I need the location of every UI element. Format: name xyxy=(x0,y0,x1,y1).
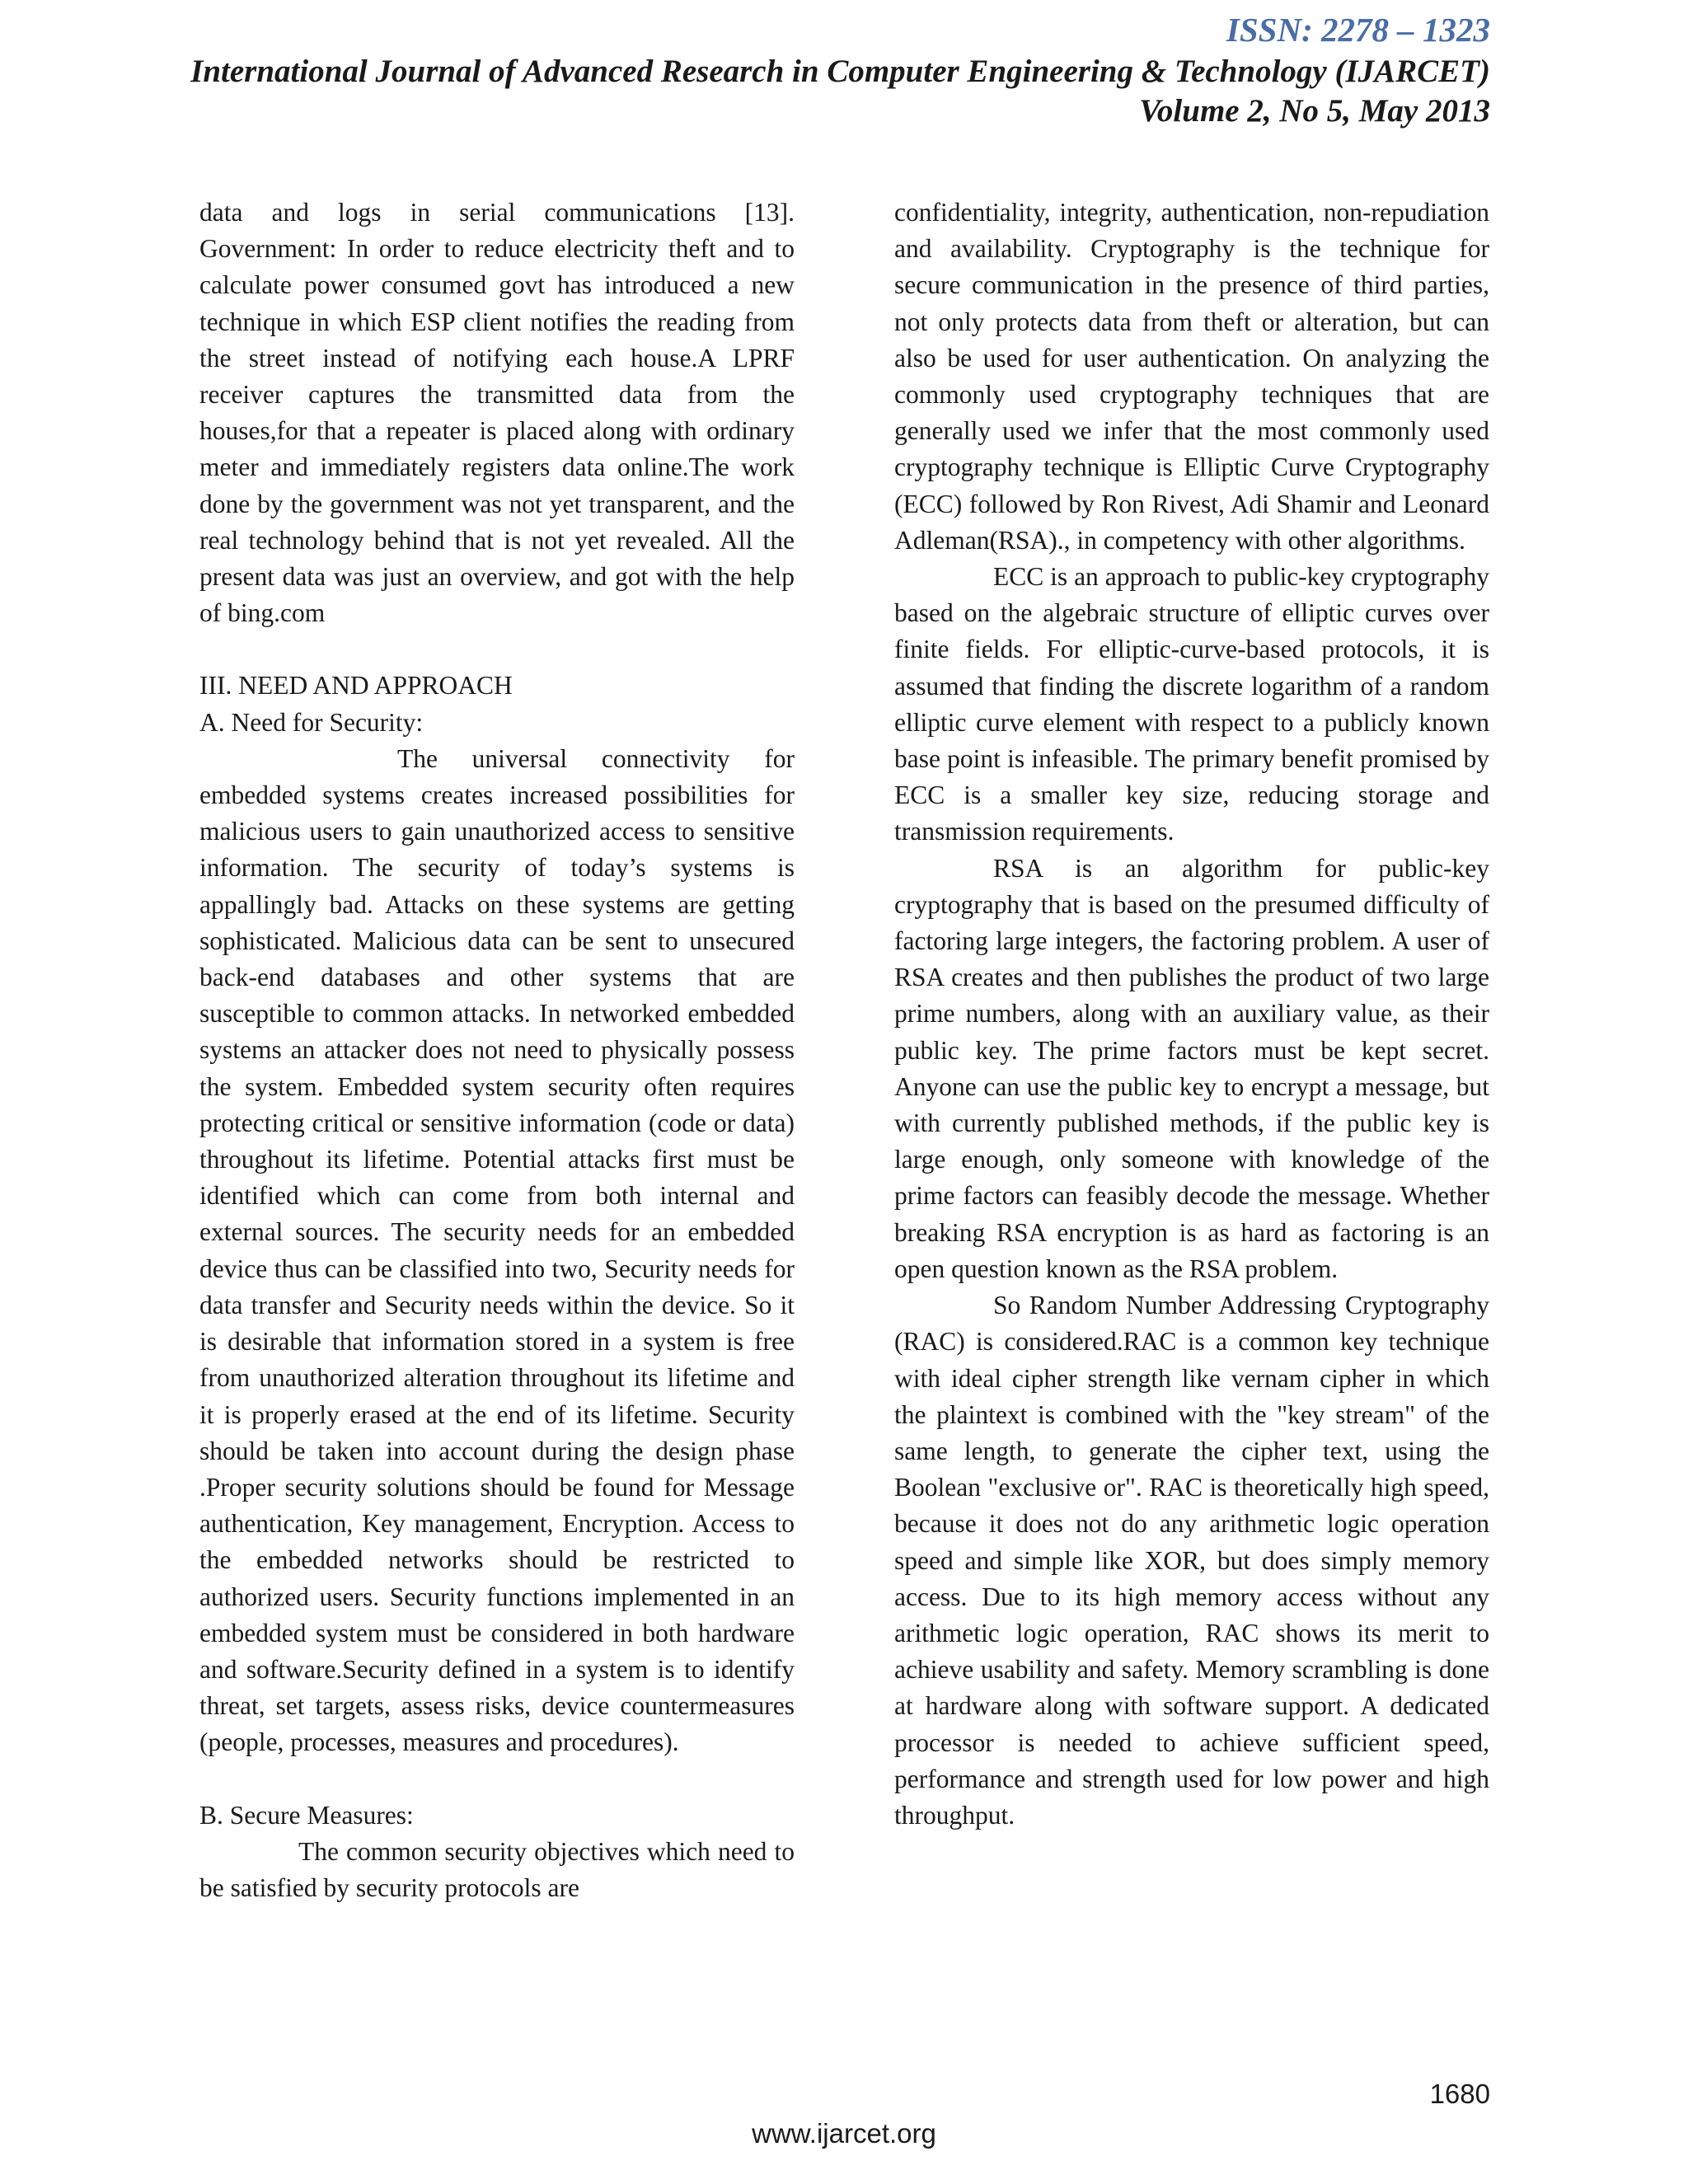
volume-info: Volume 2, No 5, May 2013 xyxy=(1139,93,1490,129)
right-paragraph-rac: So Random Number Addressing Cryptography (RAC) is considered.RAC is a common key technique with ideal cipher strength like vernam cipher in which the plaintext is combined with the "key stream" of the same length, to generate the cipher text, using the Boolean "exclusive or". RAC is theoretically high speed, because it does not do any arithmetic logic operation speed and simple like XOR, but does simply memory access. Due to its high memory access without any arithmetic logic operation, RAC shows its merit to achieve usability and safety. Memory scrambling is done at hardware along with software support. A dedicated processor is needed to achieve sufficient speed, performance and strength used for low power and high throughput. xyxy=(894,1291,1489,1830)
left-column xyxy=(199,194,795,1906)
footer-url[interactable]: www.ijarcet.org xyxy=(752,2118,936,2149)
right-paragraph-rsa: RSA is an algorithm for public-key cryptography that is based on the presumed difficulty of factoring large integers, the factoring problem. A user of RSA creates and then publishes the product of two large prime numbers, along with an auxiliary value, as their public key. The prime factors must be kept secret. Anyone can use the public key to encrypt a message, but with currently published methods, if the public key is large enough, only someone with knowledge of the prime factors can feasibly decode the message. Whether breaking RSA encryption is as hard as factoring is an open question known as the RSA problem. xyxy=(894,853,1489,1283)
left-paragraph-3: The common security objectives which need to be satisfied by security protocols are xyxy=(199,1836,795,1902)
spacer xyxy=(199,631,795,668)
subsection-a-heading: A. Need for Security: xyxy=(199,707,424,737)
page-number: 1680 xyxy=(1429,2079,1490,2109)
issn-header: ISSN: 2278 – 1323 xyxy=(1226,11,1490,49)
spacer xyxy=(199,1761,795,1797)
right-column xyxy=(894,194,1489,1834)
section-heading: III. NEED AND APPROACH xyxy=(199,671,513,701)
left-paragraph-2: The universal connectivity for embedded systems creates increased possibilities for malicious users to gain unauthorized access to sensitive information. The security of today’s systems is appallingly bad. Attacks on these systems are getting sophisticated. Malicious data can be sent to unsecured back-end databases and other systems that are susceptible to common attacks. In networked embedded systems an attacker does not need to physically possess the system. Embedded system security often requires protecting critical or sensitive information (code or data) throughout its lifetime. Potential attacks first must be identified which can come from both internal and external sources. The security needs for an embedded device thus can be classified into two, Security needs for data transfer and Security needs within the device. So it is desirable that information stored in a system is free from unauthorized alteration throughout its lifetime and it is properly erased at the end of its lifetime. Security should be taken into account during the design phase .Proper security solutions should be found for Message authentication, Key management, Encryption. Access to the embedded networks should be restricted to authorized users. Security functions implemented in an embedded system must be considered in both hardware and software.Security defined in a system is to identify threat, set targets, assess risks, device countermeasures (people, processes, measures and procedures). xyxy=(199,743,795,1757)
right-paragraph-1: confidentiality, integrity, authentication, non-repudiation and availability. Cryptography is the technique for secure communication in the presence of third parties, not only protects data from theft or alteration, but can also be used for user authentication. On analyzing the commonly used cryptography techniques that are generally used we infer that the most commonly used cryptography technique is Elliptic Curve Cryptography (ECC) followed by Ron Rivest, Adi Shamir and Leonard Adleman(RSA)., in competency with other algorithms. xyxy=(894,198,1489,555)
subsection-b-heading: B. Secure Measures: xyxy=(199,1800,414,1830)
right-paragraph-ecc: ECC is an approach to public-key cryptography based on the algebraic structure of elliptic curves over finite fields. For elliptic-curve-based protocols, it is assumed that finding the discrete logarithm of a random elliptic curve element with respect to a publicly known base point is infeasible. The primary benefit promised by ECC is a smaller key size, reducing storage and transmission requirements. xyxy=(894,562,1489,846)
left-paragraph-1: data and logs in serial communications [13]. Government: In order to reduce electricity theft and to calculate power consumed govt has introduced a new technique in which ESP client notifies the reading from the street instead of notifying each house.A LPRF receiver captures the transmitted data from the houses,for that a repeater is placed along with ordinary meter and immediately registers data online.The work done by the government was not yet transparent, and the real technology behind that is not yet revealed. All the present data was just an overview, and got with the help of bing.com xyxy=(199,198,795,628)
journal-title: International Journal of Advanced Research in Computer Engineering & Technology (IJARCET) xyxy=(190,54,1490,89)
